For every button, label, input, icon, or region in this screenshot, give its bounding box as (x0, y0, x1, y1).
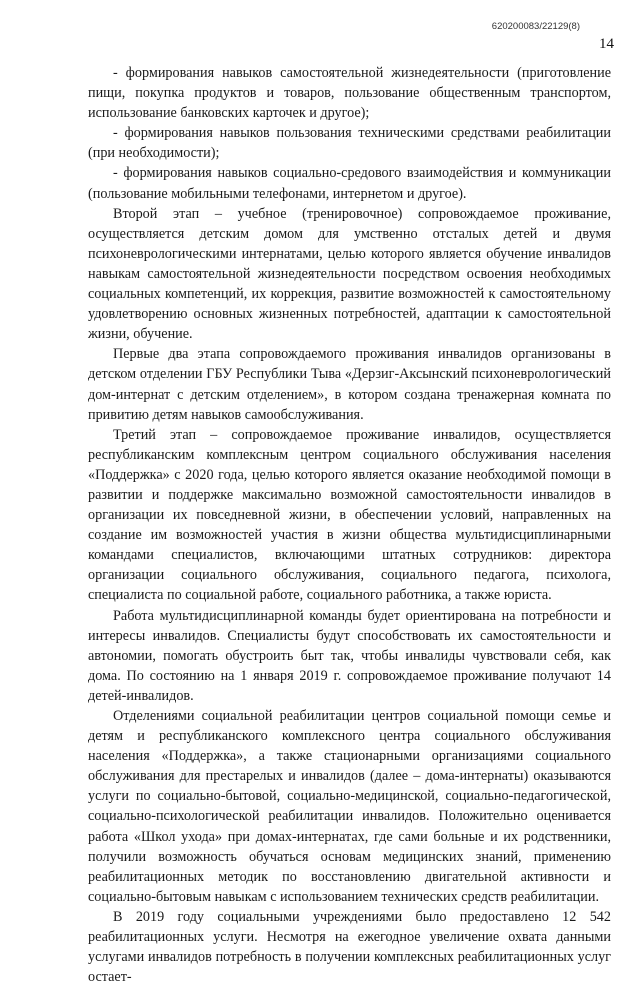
page-number: 14 (599, 36, 614, 52)
paragraph-list-item-3: - формирования навыков социально-средового взаимодействия и коммуникации (пользование мобильными телефонами, интернетом и другое). (88, 165, 611, 202)
paragraph-first-two-stages: Первые два этапа сопровождаемого проживания инвалидов организованы в детском отделении ГБУ Республики Тыва «Дерзиг-Аксынский психоневрологический дом-интернат с детским отделением», в котором создана тренажерная комната по привитию детям навыков самообслуживания. (88, 346, 611, 423)
document-body (88, 63, 611, 987)
paragraph-third-stage: Третий этап – сопровождаемое проживание инвалидов, осуществляется республиканским комплексным центром социального обслуживания населения «Поддержка» с 2020 года, целью которого является оказание необходимой помощи в развитии и поддержке максимально возможной самостоятельности инвалидов в организации их повседневной жизни, в обеспечении условий, направленных на создание им возможностей участия в жизни общества мультидисциплинарными командами специалистов, включающими штатных сотрудников: директора организации социального обслуживания, социального педагога, психолога, специалиста по социальной работе, социального работника, а также юриста. (88, 426, 611, 604)
paragraph-rehabilitation-departments: Отделениями социальной реабилитации центров социальной помощи семье и детям и республиканского комплексного центра социального обслуживания населения «Поддержка», а также стационарными организациями социального обслуживания для престарелых и инвалидов (далее – дома-интернаты) оказываются услуги по социально-бытовой, социально-медицинской, социально-педагогической, социально-психологической реабилитации инвалидов. Положительно оценивается работа «Школ ухода» при домах-интернатах, где сами больные и их родственники, получили возможность обучаться основам медицинских знаний, применению реабилитационных методик по восстановлению двигательной активности и социально-бытовым навыкам с использованием технических средств реабилитации. (88, 708, 611, 905)
paragraph-list-item-1: - формирования навыков самостоятельной жизнедеятельности (приготовление пищи, покупка продуктов и товаров, пользование общественным транспортом, использование банковских карточек и другое); (88, 65, 611, 122)
document-id: 620200083/22129(8) (491, 21, 580, 32)
paragraph-team-work: Работа мультидисциплинарной команды будет ориентирована на потребности и интересы инвалидов. Специалисты будут способствовать их самостоятельности и автономии, помогать обустроить быт так, чтобы инвалиды чувствовали себя, как дома. По состоянию на 1 января 2019 г. сопровождаемое проживание получают 14 детей-инвалидов. (88, 607, 611, 704)
paragraph-list-item-2: - формирования навыков пользования техническими средствами реабилитации (при необходимости); (88, 125, 611, 162)
paragraph-2019-services: В 2019 году социальными учреждениями было предоставлено 12 542 реабилитационных услуги. Несмотря на ежегодное увеличение охвата данными услугами инвалидов потребность в получении комплексных реабилитационных услуг остает- (88, 908, 611, 986)
paragraph-second-stage: Второй этап – учебное (тренировочное) сопровождаемое проживание, осуществляется детским домом для умственно отсталых детей и двумя психоневрологическими интернатами, целью которого является обучение инвалидов навыкам самостоятельной жизнедеятельности посредством освоения необходимых социальных компетенций, их коррекция, развитие возможностей к самостоятельному удовлетворению основных жизненных потребностей, адаптации к самостоятельной жизни, обучение. (88, 205, 611, 343)
